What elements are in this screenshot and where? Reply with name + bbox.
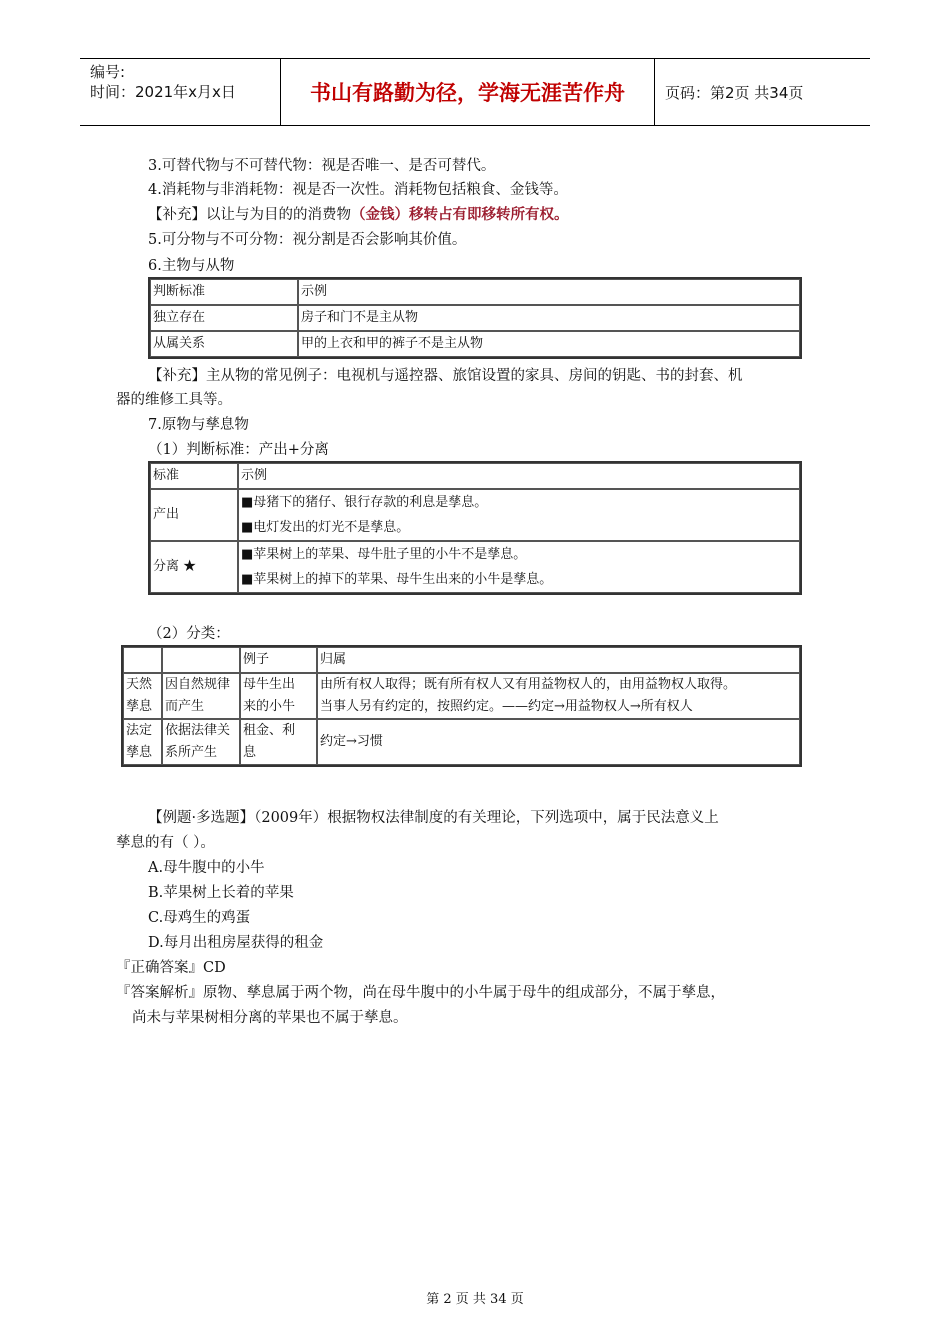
- cell-line: 孳息: [126, 699, 153, 714]
- supplement-1-prefix: 【补充】以让与为目的的消费物: [148, 207, 351, 223]
- cell-line: 依据法律关: [165, 723, 231, 738]
- table-cell: 分离 ★: [150, 541, 238, 593]
- table-cell: [123, 673, 162, 719]
- cell-line: 法定: [126, 723, 153, 738]
- fruit-criteria-table: [148, 461, 802, 595]
- table-cell: [240, 673, 317, 719]
- table-row: [150, 541, 800, 593]
- cell-line: 母牛生出: [243, 677, 296, 692]
- option-a: A.母牛腹中的小牛: [148, 860, 265, 876]
- table-cell: 从属关系: [150, 331, 298, 357]
- page-header: [80, 58, 870, 126]
- list-item: ■母猪下的猪仔、银行存款的利息是孳息。: [241, 495, 488, 510]
- fruit-classification-table: [121, 645, 802, 767]
- table-cell: [123, 719, 162, 765]
- cell-line: 来的小牛: [243, 699, 296, 714]
- line-7: 7.原物与孳息物: [148, 417, 249, 433]
- table-header-cell: [123, 647, 162, 673]
- question-stem-line-b: 孳息的有（ ）。: [116, 835, 215, 851]
- correct-answer: 『正确答案』CD: [116, 960, 226, 976]
- table-cell: [162, 719, 240, 765]
- table-cell: [162, 673, 240, 719]
- supplement-1: [148, 203, 569, 227]
- table-row: [123, 673, 800, 719]
- cell-line: 租金、利: [243, 723, 296, 738]
- principal-accessory-table: [148, 277, 802, 359]
- supplement-2-line-a: 【补充】主从物的常见例子：电视机与遥控器、旅馆设置的家具、房间的钥匙、书的封套、机: [148, 368, 743, 384]
- option-d: D.每月出租房屋获得的租金: [148, 935, 324, 951]
- table-cell: [238, 489, 800, 541]
- table-header-row: [150, 463, 800, 489]
- number-label: 编号:: [90, 63, 126, 81]
- line-7-1: （1）判断标准：产出+分离: [148, 442, 329, 458]
- line-4: 4.消耗物与非消耗物：视是否一次性。消耗物包括粮食、金钱等。: [148, 182, 568, 198]
- table-header-cell: 例子: [240, 647, 317, 673]
- cell-line: 当事人另有约定的，按照约定。——约定→用益物权人→所有权人: [320, 699, 693, 714]
- cell-line: 因自然规律: [165, 677, 231, 692]
- table-header-cell: 判断标准: [150, 279, 298, 305]
- list-item: ■苹果树上的掉下的苹果、母牛生出来的小牛是孳息。: [241, 572, 553, 587]
- list-item: ■电灯发出的灯光不是孳息。: [241, 520, 410, 535]
- table-cell: 产出: [150, 489, 238, 541]
- header-meta: [80, 59, 280, 125]
- table-header-cell: 归属: [317, 647, 800, 673]
- table-header-cell: 示例: [298, 279, 800, 305]
- table-cell: 独立存在: [150, 305, 298, 331]
- table-header-cell: 示例: [238, 463, 800, 489]
- line-5: 5.可分物与不可分物：视分割是否会影响其价值。: [148, 232, 467, 248]
- table-row: [123, 719, 800, 765]
- table-row: [150, 331, 800, 357]
- table-header-cell: [162, 647, 240, 673]
- table-header-row: [123, 647, 800, 673]
- table-row: [150, 489, 800, 541]
- option-c: C.母鸡生的鸡蛋: [148, 910, 251, 926]
- table-cell: 约定→习惯: [317, 719, 800, 765]
- page-footer: 第 2 页 共 34 页: [426, 1292, 524, 1307]
- option-b: B.苹果树上长着的苹果: [148, 885, 294, 901]
- analysis-line-b: 尚未与苹果树相分离的苹果也不属于孳息。: [132, 1010, 408, 1026]
- line-7-2: （2）分类：: [148, 626, 230, 642]
- table-header-cell: 标准: [150, 463, 238, 489]
- table-cell: 房子和门不是主从物: [298, 305, 800, 331]
- cell-line: 而产生: [165, 699, 205, 714]
- question-stem-line-a: 【例题·多选题】（2009年）根据物权法律制度的有关理论，下列选项中，属于民法意义上: [148, 810, 719, 826]
- cell-line: 系所产生: [165, 745, 218, 760]
- line-3: 3.可替代物与不可替代物：视是否唯一、是否可替代。: [148, 158, 496, 174]
- cell-line: 由所有权人取得；既有所有权人又有用益物权人的，由用益物权人取得。: [320, 677, 737, 692]
- line-6: 6.主物与从物: [148, 258, 235, 274]
- time-label: 时间：2021年x月x日: [90, 83, 236, 101]
- analysis-line-a: 『答案解析』原物、孳息属于两个物，尚在母牛腹中的小牛属于母牛的组成部分，不属于孳息，: [116, 985, 725, 1001]
- cell-line: 孳息: [126, 745, 153, 760]
- table-cell: [317, 673, 800, 719]
- supplement-2-line-b: 器的维修工具等。: [116, 392, 232, 408]
- table-header-row: [150, 279, 800, 305]
- cell-line: 天然: [126, 677, 153, 692]
- header-page-info: 页码：第2页 共34页: [665, 83, 804, 102]
- header-motto: 书山有路勤为径，学海无涯苦作舟: [280, 59, 655, 125]
- table-row: [150, 305, 800, 331]
- table-cell: [240, 719, 317, 765]
- supplement-1-emphasis: （金钱）移转占有即移转所有权。: [351, 206, 569, 223]
- list-item: ■苹果树上的苹果、母牛肚子里的小牛不是孳息。: [241, 547, 527, 562]
- table-cell: [238, 541, 800, 593]
- cell-line: 息: [243, 745, 257, 760]
- table-cell: 甲的上衣和甲的裤子不是主从物: [298, 331, 800, 357]
